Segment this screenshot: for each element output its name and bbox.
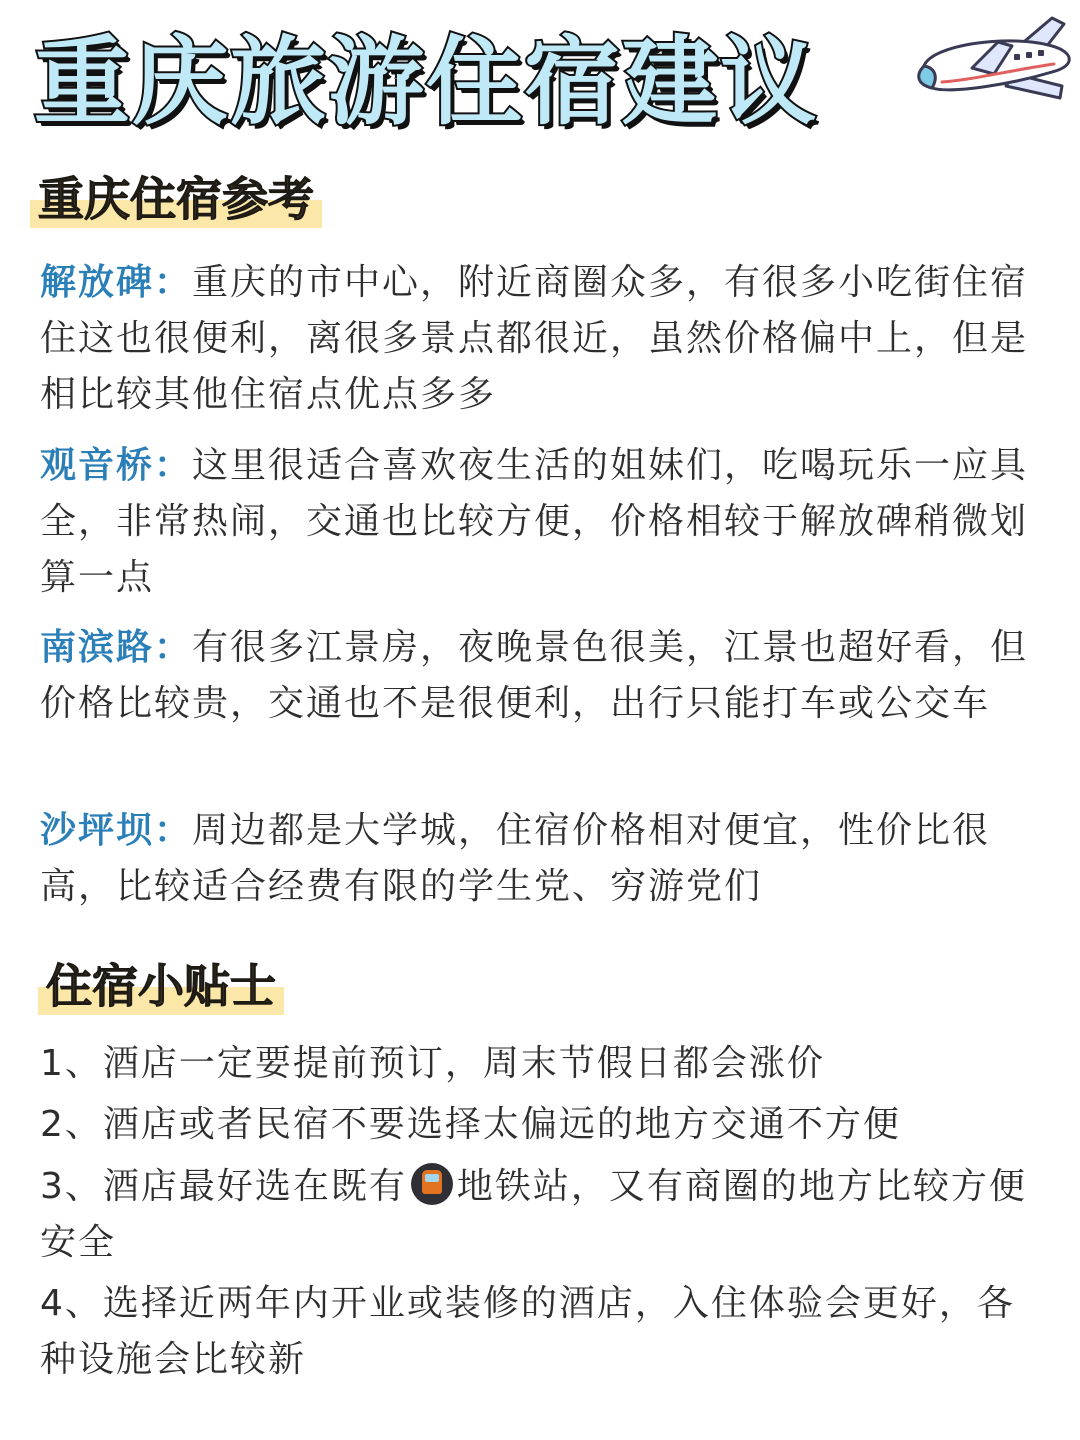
tip-text-after: 地铁站，又有商圈的地方比较方便安全 bbox=[40, 1166, 1027, 1263]
section-heading-tips: 住宿小贴士 bbox=[38, 957, 284, 1015]
metro-icon bbox=[411, 1163, 453, 1205]
district-description: 重庆的市中心，附近商圈众多，有很多小吃街住宿住这也很便利，离很多景点都很近，虽然价格偏中上，但是相比较其他住宿点优点多多 bbox=[40, 262, 1029, 415]
district-name: 观音桥： bbox=[40, 445, 193, 486]
list-item bbox=[40, 255, 1040, 423]
district-name: 沙坪坝： bbox=[40, 810, 193, 851]
tip-item: 2、酒店或者民宿不要选择太偏远的地方交通不方便 bbox=[40, 1104, 901, 1145]
tip-item: 4、选择近两年内开业或装修的酒店，入住体验会更好，各种设施会比较新 bbox=[40, 1283, 1015, 1380]
tip-text-before: 3、酒店最好选在既有 bbox=[40, 1166, 407, 1207]
district-description: 有很多江景房，夜晚景色很美，江景也超好看，但价格比较贵，交通也不是很便利，出行只能打车或公交车 bbox=[40, 627, 1029, 724]
district-name: 解放碑： bbox=[40, 262, 193, 303]
list-item bbox=[40, 438, 1040, 606]
tip-item: 1、酒店一定要提前预订，周末节假日都会涨价 bbox=[40, 1043, 825, 1084]
airplane-icon bbox=[902, 8, 1078, 120]
list-item bbox=[40, 803, 1040, 915]
district-description: 这里很适合喜欢夜生活的姐妹们，吃喝玩乐一应具全，非常热闹，交通也比较方便，价格相较于解放碑稍微划算一点 bbox=[40, 445, 1029, 598]
tip-item bbox=[40, 1159, 1040, 1271]
section-heading-reference: 重庆住宿参考 bbox=[30, 170, 322, 228]
district-description: 周边都是大学城，住宿价格相对便宜，性价比很高，比较适合经费有限的学生党、穷游党们 bbox=[40, 810, 991, 907]
page-title: 重庆旅游住宿建议 bbox=[34, 26, 818, 138]
list-item bbox=[40, 620, 1040, 732]
district-name: 南滨路： bbox=[40, 627, 193, 668]
